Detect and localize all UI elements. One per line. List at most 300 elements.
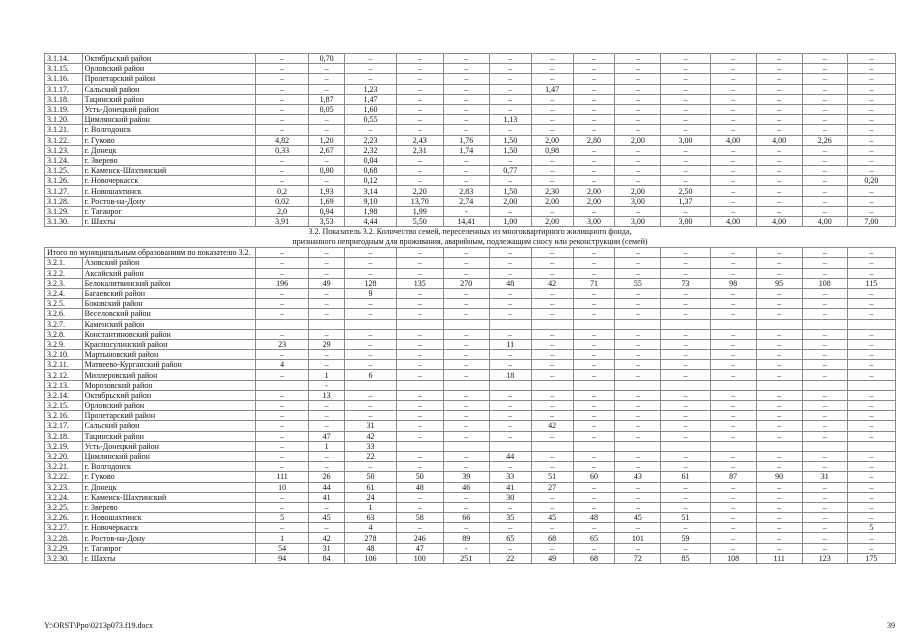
municipality-name: г. Ростов-на-Дону	[82, 196, 256, 206]
value-cell: –	[802, 411, 847, 421]
value-cell: –	[847, 299, 895, 309]
value-cell: –	[756, 299, 802, 309]
value-cell: –	[345, 258, 396, 268]
value-cell: –	[615, 84, 661, 94]
value-cell: –	[710, 513, 756, 523]
value-cell: –	[489, 502, 531, 512]
value-cell: 65	[573, 533, 615, 543]
section-3-2-total	[45, 248, 896, 258]
row-number: 3.1.18.	[45, 94, 83, 104]
value-cell: –	[396, 258, 443, 268]
value-cell: 100	[396, 553, 443, 563]
value-cell: 2,32	[345, 145, 396, 155]
value-cell: –	[661, 339, 710, 349]
value-cell: 0,90	[308, 166, 345, 176]
value-cell: –	[308, 84, 345, 94]
value-cell: 1,00	[489, 217, 531, 227]
value-cell: –	[661, 421, 710, 431]
value-cell: 3,14	[345, 186, 396, 196]
table-row	[45, 533, 896, 543]
row-number: 3.2.27.	[45, 523, 83, 533]
value-cell: –	[443, 462, 489, 472]
value-cell: –	[345, 299, 396, 309]
section-3-2-rows	[45, 258, 896, 564]
table-row	[45, 74, 896, 84]
value-cell: –	[756, 513, 802, 523]
value-cell: –	[847, 401, 895, 411]
value-cell: –	[615, 94, 661, 104]
value-cell: –	[710, 329, 756, 339]
value-cell: –	[256, 350, 308, 360]
value-cell: –	[661, 145, 710, 155]
value-cell: –	[396, 401, 443, 411]
value-cell: –	[256, 523, 308, 533]
value-cell: 35	[489, 513, 531, 523]
value-cell: 41	[489, 482, 531, 492]
value-cell: –	[661, 329, 710, 339]
value-cell: 1,23	[345, 84, 396, 94]
value-cell: –	[256, 268, 308, 278]
value-cell: 61	[345, 482, 396, 492]
value-cell	[573, 319, 615, 329]
value-cell	[802, 319, 847, 329]
value-cell: –	[256, 492, 308, 502]
table-row	[45, 288, 896, 298]
value-cell: –	[802, 462, 847, 472]
value-cell: –	[710, 64, 756, 74]
value-cell: 1,50	[489, 186, 531, 196]
value-cell: –	[345, 401, 396, 411]
value-cell: –	[710, 411, 756, 421]
value-cell: –	[615, 155, 661, 165]
value-cell: –	[615, 492, 661, 502]
value-cell: –	[396, 104, 443, 114]
value-cell: –	[802, 329, 847, 339]
row-number: 3.2.11.	[45, 360, 83, 370]
value-cell: –	[710, 268, 756, 278]
value-cell: –	[396, 54, 443, 64]
value-cell: –	[710, 84, 756, 94]
value-cell: –	[573, 125, 615, 135]
value-cell: –	[661, 94, 710, 104]
value-cell: –	[531, 350, 573, 360]
value-cell: 175	[847, 553, 895, 563]
value-cell: –	[756, 145, 802, 155]
value-cell: –	[847, 206, 895, 216]
value-cell: 41	[308, 492, 345, 502]
table-row	[45, 319, 896, 329]
value-cell: –	[756, 74, 802, 84]
value-cell: –	[756, 288, 802, 298]
value-cell: –	[847, 84, 895, 94]
value-cell: –	[661, 350, 710, 360]
municipality-name: Пролетарский район	[82, 411, 256, 421]
municipality-name: г. Каменск-Шахтинский	[82, 166, 256, 176]
value-cell: –	[396, 94, 443, 104]
value-cell: 5,50	[396, 217, 443, 227]
row-number: 3.1.22.	[45, 135, 83, 145]
value-cell: –	[847, 492, 895, 502]
row-number: 3.2.26.	[45, 513, 83, 523]
value-cell: –	[710, 176, 756, 186]
value-cell: –	[847, 288, 895, 298]
value-cell: –	[802, 64, 847, 74]
value-cell: –	[573, 54, 615, 64]
value-cell: –	[661, 523, 710, 533]
value-cell: –	[345, 411, 396, 421]
value-cell: 1,13	[489, 115, 531, 125]
value-cell: –	[756, 370, 802, 380]
value-cell: –	[661, 390, 710, 400]
value-cell: 72	[615, 553, 661, 563]
value-cell: –	[661, 431, 710, 441]
value-cell: –	[847, 125, 895, 135]
value-cell: –	[396, 268, 443, 278]
value-cell: –	[802, 502, 847, 512]
value-cell: –	[802, 196, 847, 206]
value-cell: –	[443, 288, 489, 298]
value-cell: –	[615, 288, 661, 298]
row-number: 3.2.18.	[45, 431, 83, 441]
table-row	[45, 431, 896, 441]
value-cell: –	[396, 299, 443, 309]
value-cell: 4,44	[345, 217, 396, 227]
value-cell: -	[308, 380, 345, 390]
value-cell: –	[489, 206, 531, 216]
value-cell: –	[573, 421, 615, 431]
value-cell	[396, 380, 443, 390]
value-cell: –	[756, 390, 802, 400]
value-cell: –	[710, 115, 756, 125]
value-cell: –	[531, 543, 573, 553]
value-cell: –	[756, 176, 802, 186]
value-cell: 128	[345, 278, 396, 288]
value-cell: 2,00	[573, 196, 615, 206]
value-cell	[615, 319, 661, 329]
value-cell: –	[847, 502, 895, 512]
value-cell: –	[489, 74, 531, 84]
value-cell: –	[710, 125, 756, 135]
value-cell: –	[573, 482, 615, 492]
row-number: 3.1.27.	[45, 186, 83, 196]
value-cell: 101	[615, 533, 661, 543]
municipality-name: г. Донецк	[82, 482, 256, 492]
value-cell: –	[615, 350, 661, 360]
value-cell: 33	[489, 472, 531, 482]
value-cell: –	[573, 166, 615, 176]
value-cell: –	[256, 248, 308, 258]
value-cell: –	[573, 543, 615, 553]
value-cell: –	[710, 94, 756, 104]
value-cell: 246	[396, 533, 443, 543]
value-cell: –	[531, 502, 573, 512]
value-cell: –	[756, 533, 802, 543]
value-cell: 50	[396, 472, 443, 482]
value-cell: 2,00	[531, 217, 573, 227]
value-cell: –	[396, 370, 443, 380]
row-number: 3.2.2.	[45, 268, 83, 278]
value-cell: –	[756, 492, 802, 502]
value-cell: –	[443, 339, 489, 349]
value-cell	[489, 441, 531, 451]
value-cell: –	[531, 462, 573, 472]
value-cell: 60	[573, 472, 615, 482]
value-cell: 10	[256, 482, 308, 492]
municipality-name: г. Зверево	[82, 502, 256, 512]
value-cell: 4	[256, 360, 308, 370]
value-cell: –	[443, 370, 489, 380]
table-row	[45, 360, 896, 370]
value-cell: –	[710, 248, 756, 258]
value-cell: –	[615, 309, 661, 319]
value-cell: –	[256, 166, 308, 176]
value-cell: –	[308, 299, 345, 309]
value-cell: –	[661, 64, 710, 74]
value-cell: –	[802, 350, 847, 360]
value-cell: –	[847, 543, 895, 553]
row-number: 3.1.24.	[45, 155, 83, 165]
value-cell: –	[710, 104, 756, 114]
value-cell: 3,00	[573, 217, 615, 227]
row-number: 3.2.6.	[45, 309, 83, 319]
value-cell: –	[615, 166, 661, 176]
value-cell: –	[661, 115, 710, 125]
municipality-name: Морозовский район	[82, 380, 256, 390]
value-cell: –	[396, 523, 443, 533]
table-row	[45, 543, 896, 553]
value-cell: –	[396, 288, 443, 298]
value-cell: 59	[661, 533, 710, 543]
value-cell: –	[396, 248, 443, 258]
municipality-name: г. Гуково	[82, 135, 256, 145]
value-cell: –	[489, 258, 531, 268]
value-cell: –	[573, 94, 615, 104]
value-cell: –	[710, 492, 756, 502]
value-cell: –	[661, 84, 710, 94]
value-cell: –	[802, 84, 847, 94]
value-cell: –	[847, 431, 895, 441]
value-cell: –	[710, 370, 756, 380]
row-number: 3.1.30.	[45, 217, 83, 227]
value-cell: –	[661, 268, 710, 278]
value-cell: 14,41	[443, 217, 489, 227]
value-cell: 22	[489, 553, 531, 563]
value-cell: –	[308, 155, 345, 165]
value-cell: –	[256, 288, 308, 298]
value-cell	[756, 319, 802, 329]
table-row	[45, 309, 896, 319]
row-number: 3.2.25.	[45, 502, 83, 512]
value-cell: –	[531, 206, 573, 216]
value-cell: –	[661, 451, 710, 461]
value-cell: 89	[443, 533, 489, 543]
value-cell: 0,70	[308, 54, 345, 64]
value-cell: –	[308, 462, 345, 472]
row-number: 3.2.10.	[45, 350, 83, 360]
value-cell: 46	[443, 482, 489, 492]
value-cell: –	[756, 350, 802, 360]
value-cell: –	[573, 155, 615, 165]
value-cell: –	[573, 411, 615, 421]
value-cell: –	[661, 502, 710, 512]
value-cell: –	[615, 176, 661, 186]
value-cell	[573, 380, 615, 390]
value-cell: –	[573, 390, 615, 400]
municipality-name: Багаевский район	[82, 288, 256, 298]
municipality-name: г. Новошахтинск	[82, 186, 256, 196]
value-cell: –	[443, 64, 489, 74]
value-cell: –	[847, 145, 895, 155]
value-cell: –	[661, 258, 710, 268]
value-cell: –	[847, 64, 895, 74]
value-cell: –	[756, 84, 802, 94]
value-cell: 1,74	[443, 145, 489, 155]
municipality-name: г. Таганрог	[82, 543, 256, 553]
value-cell: –	[396, 492, 443, 502]
value-cell: –	[308, 176, 345, 186]
value-cell: 0,12	[345, 176, 396, 186]
table-row	[45, 94, 896, 104]
value-cell: –	[756, 125, 802, 135]
value-cell: –	[443, 166, 489, 176]
value-cell: –	[443, 309, 489, 319]
value-cell: –	[531, 94, 573, 104]
value-cell: –	[573, 431, 615, 441]
value-cell: –	[531, 309, 573, 319]
value-cell: –	[345, 248, 396, 258]
table-row	[45, 176, 896, 186]
value-cell: –	[710, 533, 756, 543]
value-cell: –	[847, 390, 895, 400]
value-cell: 196	[256, 278, 308, 288]
value-cell: –	[308, 401, 345, 411]
value-cell: 2,31	[396, 145, 443, 155]
value-cell: 51	[661, 513, 710, 523]
value-cell: –	[396, 176, 443, 186]
value-cell: 33	[345, 441, 396, 451]
row-number: 3.1.29.	[45, 206, 83, 216]
value-cell: –	[256, 329, 308, 339]
value-cell: –	[573, 206, 615, 216]
value-cell: 55	[615, 278, 661, 288]
value-cell: –	[661, 543, 710, 553]
value-cell: 63	[345, 513, 396, 523]
value-cell: –	[710, 186, 756, 196]
row-number: 3.2.23.	[45, 482, 83, 492]
value-cell: 45	[615, 513, 661, 523]
value-cell: –	[573, 502, 615, 512]
table-row	[45, 166, 896, 176]
value-cell: –	[615, 543, 661, 553]
municipality-name: Усть-Донецкий район	[82, 104, 256, 114]
row-number: 3.2.21.	[45, 462, 83, 472]
value-cell: –	[531, 390, 573, 400]
value-cell: –	[489, 288, 531, 298]
value-cell: –	[573, 258, 615, 268]
value-cell	[661, 319, 710, 329]
value-cell: –	[531, 176, 573, 186]
value-cell: –	[802, 155, 847, 165]
value-cell: –	[756, 339, 802, 349]
section-heading-line-1: 3.2. Показатель 3.2. Количество семей, переселенных из многоквартирного жилищного фонда,	[308, 227, 632, 237]
value-cell: –	[615, 248, 661, 258]
value-cell: –	[847, 350, 895, 360]
value-cell	[443, 441, 489, 451]
value-cell: –	[847, 329, 895, 339]
value-cell: –	[573, 370, 615, 380]
value-cell: –	[308, 248, 345, 258]
value-cell: –	[489, 104, 531, 114]
value-cell: –	[661, 370, 710, 380]
value-cell: –	[615, 390, 661, 400]
municipality-name: г. Зверево	[82, 155, 256, 165]
value-cell: –	[661, 54, 710, 64]
value-cell: 11	[489, 339, 531, 349]
value-cell	[756, 380, 802, 390]
value-cell: –	[256, 54, 308, 64]
value-cell: –	[802, 186, 847, 196]
value-cell: –	[489, 94, 531, 104]
value-cell: 1	[256, 533, 308, 543]
value-cell: 3,91	[256, 217, 308, 227]
value-cell: –	[615, 54, 661, 64]
value-cell: –	[710, 523, 756, 533]
value-cell	[661, 380, 710, 390]
row-number: 3.2.13.	[45, 380, 83, 390]
table-row	[45, 441, 896, 451]
value-cell: –	[489, 309, 531, 319]
municipality-name: Красносулинский район	[82, 339, 256, 349]
value-cell: 4,82	[256, 135, 308, 145]
value-cell: –	[847, 513, 895, 523]
row-number: 3.2.5.	[45, 299, 83, 309]
value-cell: –	[345, 350, 396, 360]
row-number: 3.2.28.	[45, 533, 83, 543]
value-cell: 48	[573, 513, 615, 523]
value-cell: –	[308, 258, 345, 268]
value-cell: –	[396, 350, 443, 360]
row-number: 3.2.9.	[45, 339, 83, 349]
value-cell: –	[443, 411, 489, 421]
value-cell: 1,76	[443, 135, 489, 145]
value-cell: –	[345, 125, 396, 135]
table-row	[45, 217, 896, 227]
value-cell: 2,30	[531, 186, 573, 196]
value-cell: –	[308, 115, 345, 125]
value-cell: 2,83	[443, 186, 489, 196]
value-cell: –	[308, 64, 345, 74]
value-cell: –	[756, 64, 802, 74]
municipality-name: г. Донецк	[82, 145, 256, 155]
value-cell: –	[396, 309, 443, 319]
value-cell: –	[256, 401, 308, 411]
value-cell: 31	[345, 421, 396, 431]
value-cell: –	[489, 350, 531, 360]
row-number: 3.2.4.	[45, 288, 83, 298]
value-cell: –	[531, 431, 573, 441]
value-cell: –	[531, 155, 573, 165]
value-cell	[661, 441, 710, 451]
value-cell: 4,00	[710, 217, 756, 227]
value-cell: –	[802, 268, 847, 278]
value-cell: –	[396, 462, 443, 472]
municipality-name: Цимлянский район	[82, 115, 256, 125]
value-cell: –	[756, 54, 802, 64]
value-cell: –	[573, 401, 615, 411]
value-cell: –	[710, 482, 756, 492]
value-cell: –	[615, 104, 661, 114]
value-cell: –	[443, 401, 489, 411]
